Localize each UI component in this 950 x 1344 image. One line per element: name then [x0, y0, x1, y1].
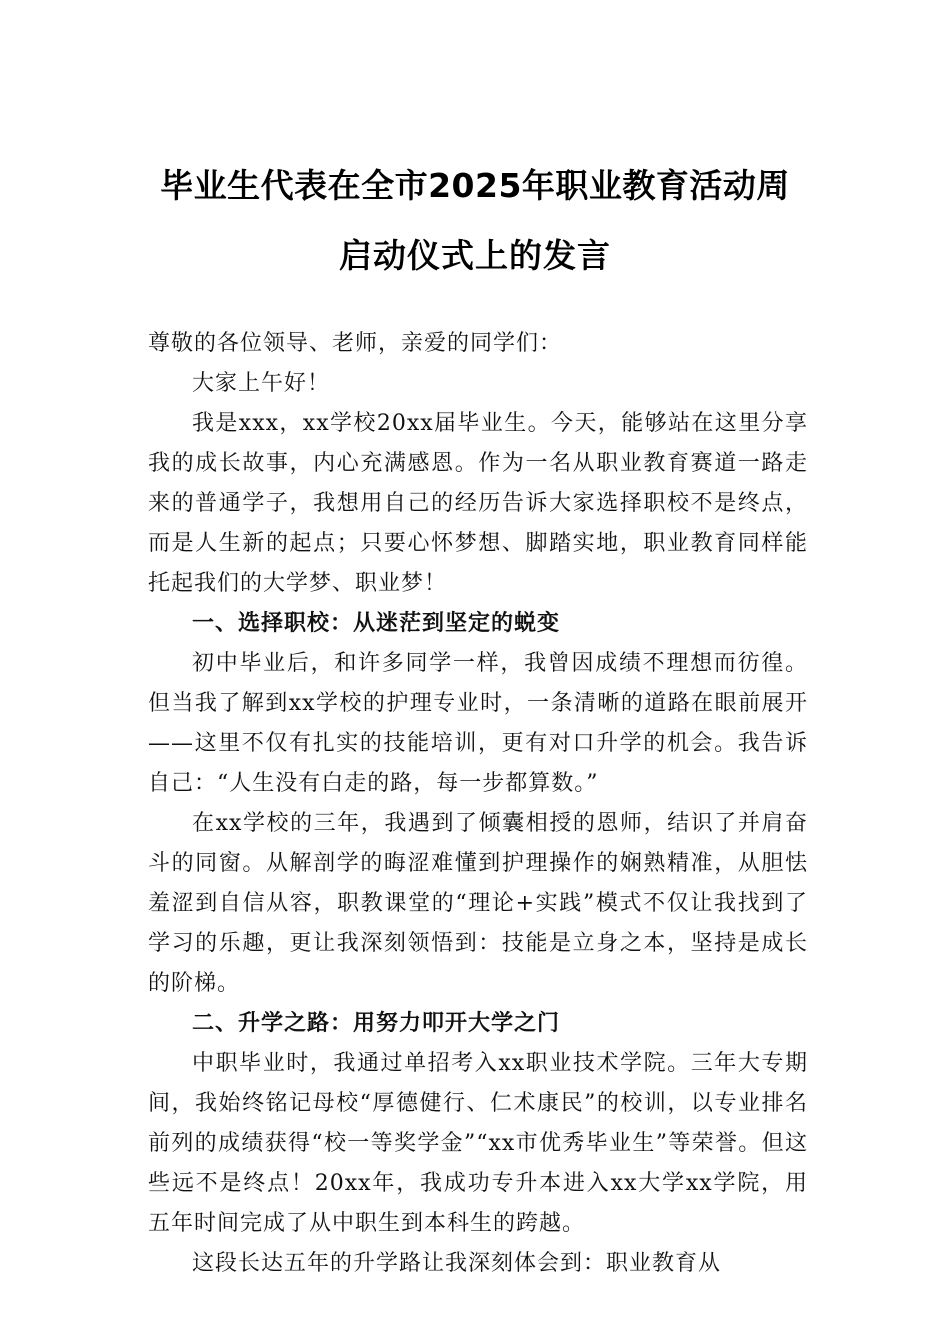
document-title-line-1: 毕业生代表在全市2025年职业教育活动周 [160, 166, 790, 205]
section-1-heading: 一、选择职校：从迷茫到坚定的蜕变 [192, 611, 561, 636]
section-2-heading: 二、升学之路：用努力叩开大学之门 [192, 1011, 561, 1036]
section-1-paragraph-2: 在xx学校的三年，我遇到了倾囊相授的恩师，结识了并肩奋斗的同窗。从解剖学的晦涩难懂到护理操作的娴熟精准，从胆怯羞涩到自信从容，职教课堂的“理论+实践”模式不仅让我找到了学习的乐趣，更让我深刻领悟到：技能是立身之本，坚持是成长的阶梯。 [148, 811, 808, 996]
document-body [148, 324, 808, 1284]
section-1-paragraph-1: 初中毕业后，和许多同学一样，我曾因成绩不理想而彷徨。但当我了解到xx学校的护理专业时，一条清晰的道路在眼前展开——这里不仅有扎实的技能培训，更有对口升学的机会。我告诉自己：“人生没有白走的路，每一步都算数。” [148, 651, 808, 796]
salutation: 尊敬的各位领导、老师，亲爱的同学们： [148, 331, 563, 356]
document-title-line-2: 启动仪式上的发言 [339, 236, 611, 275]
section-2-paragraph-2: 这段长达五年的升学路让我深刻体会到：职业教育从 [192, 1251, 722, 1276]
greeting: 大家上午好！ [192, 371, 331, 396]
intro-paragraph: 我是xxx，xx学校20xx届毕业生。今天，能够站在这里分享我的成长故事，内心充满感恩。作为一名从职业教育赛道一路走来的普通学子，我想用自己的经历告诉大家选择职校不是终点，而是人生新的起点；只要心怀梦想、脚踏实地，职业教育同样能托起我们的大学梦、职业梦！ [148, 411, 808, 596]
section-2-paragraph-1: 中职毕业时，我通过单招考入xx职业技术学院。三年大专期间，我始终铭记母校“厚德健行、仁术康民”的校训，以专业排名前列的成绩获得“校一等奖学金”“xx市优秀毕业生”等荣誉。但这些远不是终点！20xx年，我成功专升本进入xx大学xx学院，用五年时间完成了从中职生到本科生的跨越。 [148, 1051, 808, 1236]
